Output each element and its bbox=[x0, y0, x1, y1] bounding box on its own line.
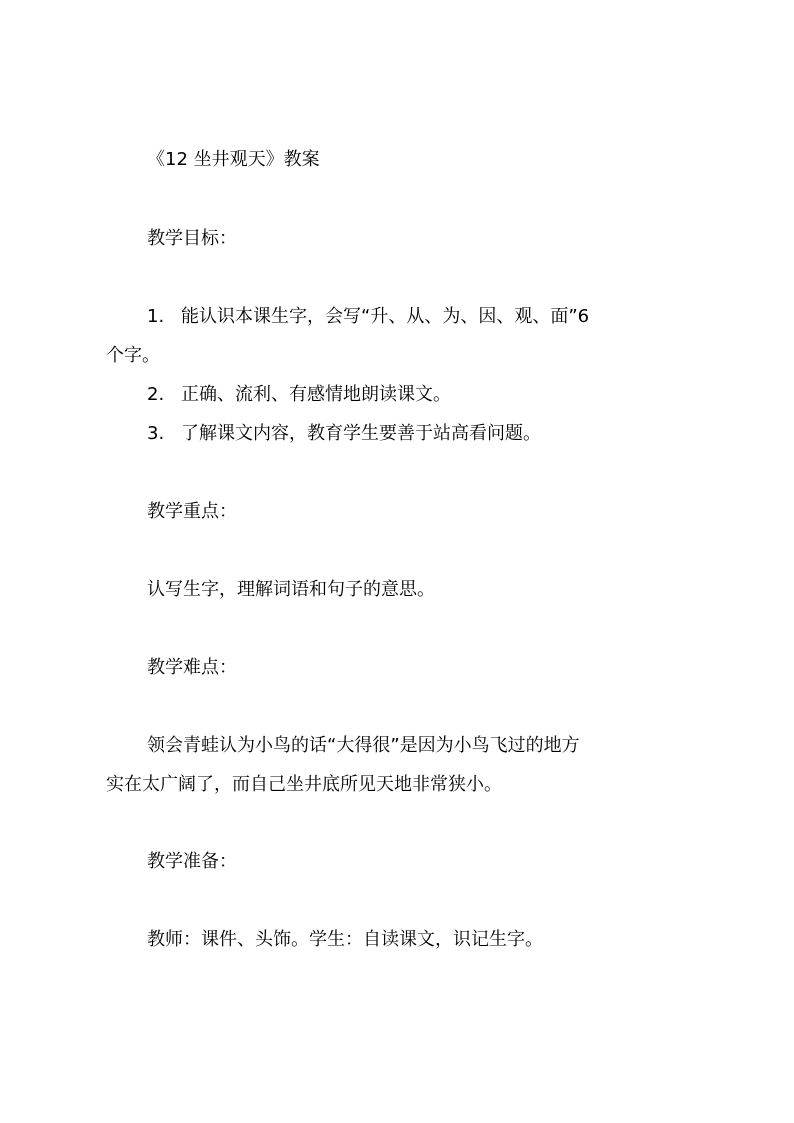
objective-text: 能认识本课生字，会写“升、从、为、因、观、面”6 bbox=[181, 306, 590, 327]
preparation-heading: 教学准备： bbox=[147, 851, 237, 872]
objective-item-2 bbox=[147, 378, 451, 411]
key-points-text: 认写生字，理解词语和句子的意思。 bbox=[147, 579, 435, 600]
objective-number: 2. bbox=[147, 384, 165, 405]
preparation-text: 教师：课件、头饰。学生：自读课文，识记生字。 bbox=[147, 929, 543, 950]
difficulties-text-line-2: 实在太广阔了，而自己坐井底所见天地非常狭小。 bbox=[106, 774, 502, 795]
objective-item-1 bbox=[147, 300, 589, 333]
difficulties-heading: 教学难点： bbox=[147, 657, 237, 678]
objectives-heading: 教学目标： bbox=[147, 228, 237, 249]
key-points-heading: 教学重点： bbox=[147, 501, 237, 522]
objective-number: 1. bbox=[147, 306, 165, 327]
objective-item-1-continuation: 个字。 bbox=[106, 345, 160, 366]
objective-number: 3. bbox=[147, 423, 165, 444]
objective-item-3 bbox=[147, 417, 541, 450]
difficulties-text-line-1: 领会青蛙认为小鸟的话“大得很”是因为小鸟飞过的地方 bbox=[147, 735, 580, 756]
objective-text: 正确、流利、有感情地朗读课文。 bbox=[181, 384, 451, 405]
objective-text: 了解课文内容，教育学生要善于站高看问题。 bbox=[181, 423, 541, 444]
document-title: 《12 坐井观天》教案 bbox=[147, 149, 320, 170]
